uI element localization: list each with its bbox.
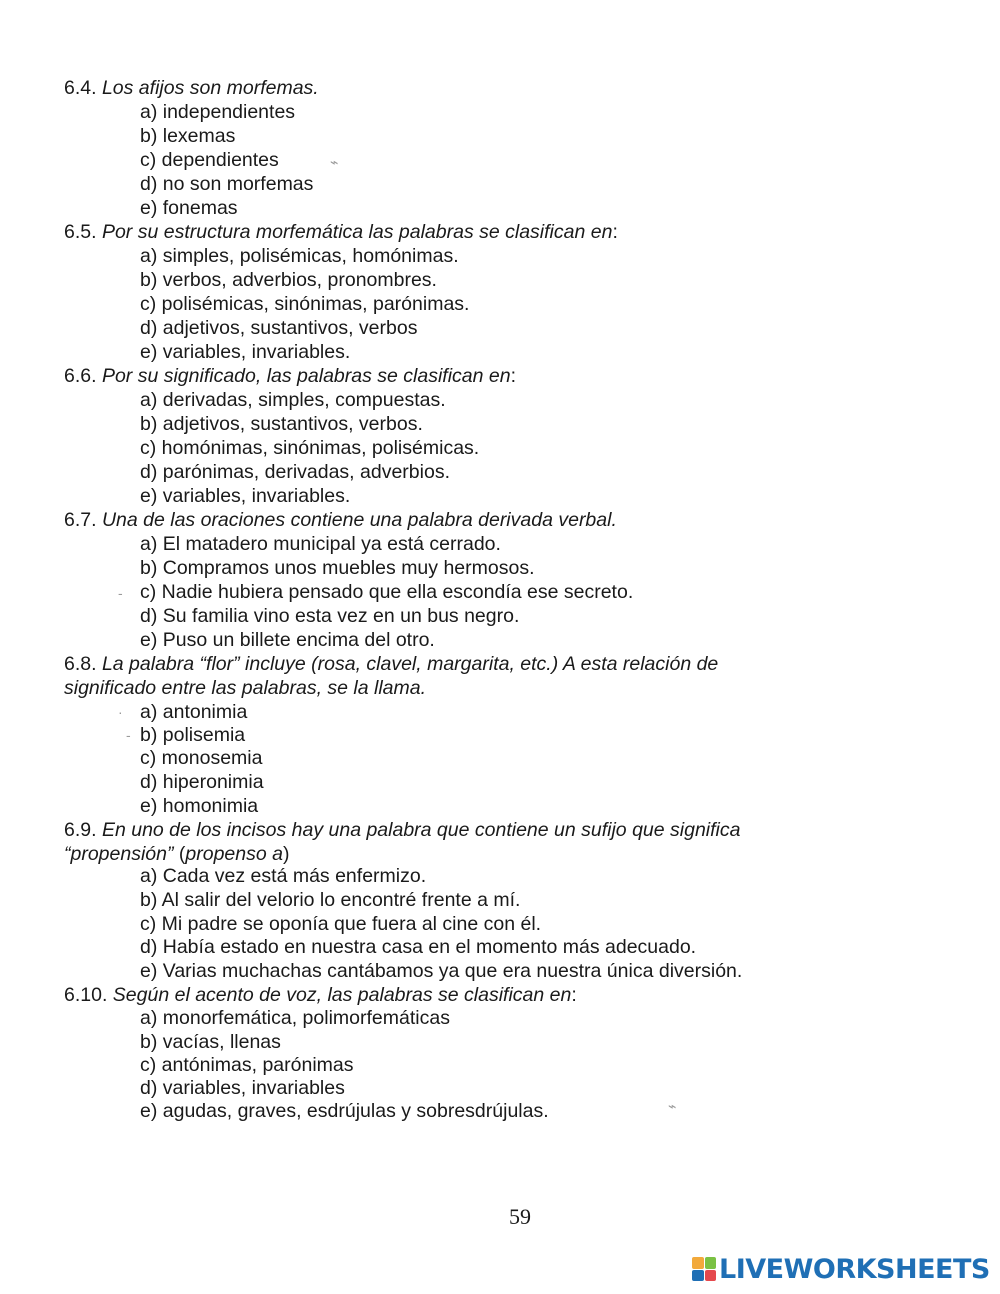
question-6-9 [64, 818, 740, 842]
option-e: e) Puso un billete encima del otro. [140, 629, 435, 651]
option-a: a) antonimia [140, 701, 248, 723]
option-a: a) derivadas, simples, compuestas. [140, 389, 446, 411]
option-e: e) homonimia [140, 795, 259, 817]
question-number: 6.7. [64, 509, 97, 531]
option-b: b) vacías, llenas [140, 1031, 281, 1053]
question-6-9-continued [64, 842, 289, 866]
scan-mark: · [118, 704, 123, 720]
question-stem: Según el acento de voz, las palabras se clasifican en [112, 984, 572, 1006]
option-d: d) adjetivos, sustantivos, verbos [140, 317, 418, 339]
option-e: e) fonemas [140, 197, 238, 219]
option-b: b) verbos, adverbios, pronombres. [140, 269, 437, 291]
liveworksheets-logo-icon [692, 1257, 716, 1281]
option-d: d) hiperonimia [140, 771, 264, 793]
question-number: 6.9. [64, 819, 97, 841]
scan-mark: - [118, 585, 123, 601]
option-e: e) agudas, graves, esdrújulas y sobresdrújulas. [140, 1100, 549, 1122]
option-d: d) no son morfemas [140, 173, 314, 195]
scan-mark: ⌁ [668, 1098, 677, 1114]
question-stem-paren: ( [173, 843, 186, 865]
option-a: a) monorfemática, polimorfemáticas [140, 1007, 450, 1029]
option-b: b) polisemia [140, 724, 246, 746]
option-d: d) parónimas, derivadas, adverbios. [140, 461, 450, 483]
question-stem: Una de las oraciones contiene una palabra derivada verbal. [101, 509, 617, 531]
page-number: 59 [509, 1204, 531, 1229]
option-e: e) Varias muchachas cantábamos ya que era nuestra única diversión. [140, 960, 743, 982]
question-stem: significado entre las palabras, se la llama. [64, 677, 427, 699]
option-b: b) Al salir del velorio lo encontré frente a mí. [140, 889, 521, 911]
option-c: c) homónimas, sinónimas, polisémicas. [140, 437, 480, 459]
question-stem: En uno de los incisos hay una palabra que contiene un sufijo que significa [101, 819, 741, 841]
option-b: b) Compramos unos muebles muy hermosos. [140, 557, 535, 579]
question-stem: Por su significado, las palabras se clasifican en [101, 365, 511, 387]
question-number: 6.4. [64, 77, 97, 99]
question-stem: La palabra “flor” incluye (rosa, clavel, margarita, etc.) A esta relación de [101, 653, 719, 675]
question-number: 6.10. [64, 984, 108, 1006]
option-c: c) antónimas, parónimas [140, 1054, 354, 1076]
option-b: b) lexemas [140, 125, 236, 147]
liveworksheets-brand [692, 1254, 990, 1284]
question-stem: “propensión” [64, 843, 174, 865]
question-6-8 [64, 652, 718, 676]
option-c: c) Mi padre se oponía que fuera al cine con él. [140, 913, 542, 935]
question-number: 6.8. [64, 653, 97, 675]
option-c: c) dependientes [140, 149, 279, 171]
question-colon: : [571, 984, 577, 1006]
option-a: a) Cada vez está más enfermizo. [140, 865, 427, 887]
option-d: d) Había estado en nuestra casa en el momento más adecuado. [140, 936, 697, 958]
option-c: c) polisémicas, sinónimas, parónimas. [140, 293, 470, 315]
question-colon: : [510, 365, 517, 387]
question-6-8-continued [64, 676, 426, 700]
option-e: e) variables, invariables. [140, 341, 351, 363]
question-6-10 [64, 983, 577, 1007]
question-6-5 [64, 220, 618, 244]
question-number: 6.5. [64, 221, 97, 243]
question-stem-paren: ) [282, 843, 290, 865]
question-stem: Los afijos son morfemas. [101, 77, 319, 99]
scan-mark: ⌁ [330, 154, 339, 170]
question-stem: propenso a [185, 843, 283, 865]
option-e: e) variables, invariables. [140, 485, 351, 507]
option-b: b) adjetivos, sustantivos, verbos. [140, 413, 423, 435]
option-a: a) El matadero municipal ya está cerrado. [140, 533, 501, 555]
question-6-6 [64, 364, 516, 388]
option-d: d) Su familia vino esta vez en un bus negro. [140, 605, 520, 627]
scan-mark: - [126, 727, 131, 743]
option-c: c) monosemia [140, 747, 263, 769]
question-number: 6.6. [64, 365, 97, 387]
question-6-7 [64, 508, 617, 532]
option-a: a) independientes [140, 101, 296, 123]
option-a: a) simples, polisémicas, homónimas. [140, 245, 459, 267]
brand-name: LIVEWORKSHEETS [719, 1253, 990, 1285]
question-6-4 [64, 76, 319, 100]
question-colon: : [612, 221, 618, 243]
option-d: d) variables, invariables [140, 1077, 345, 1099]
question-stem: Por su estructura morfemática las palabras se clasifican en [101, 221, 613, 243]
option-c: c) Nadie hubiera pensado que ella escondía ese secreto. [140, 581, 634, 603]
